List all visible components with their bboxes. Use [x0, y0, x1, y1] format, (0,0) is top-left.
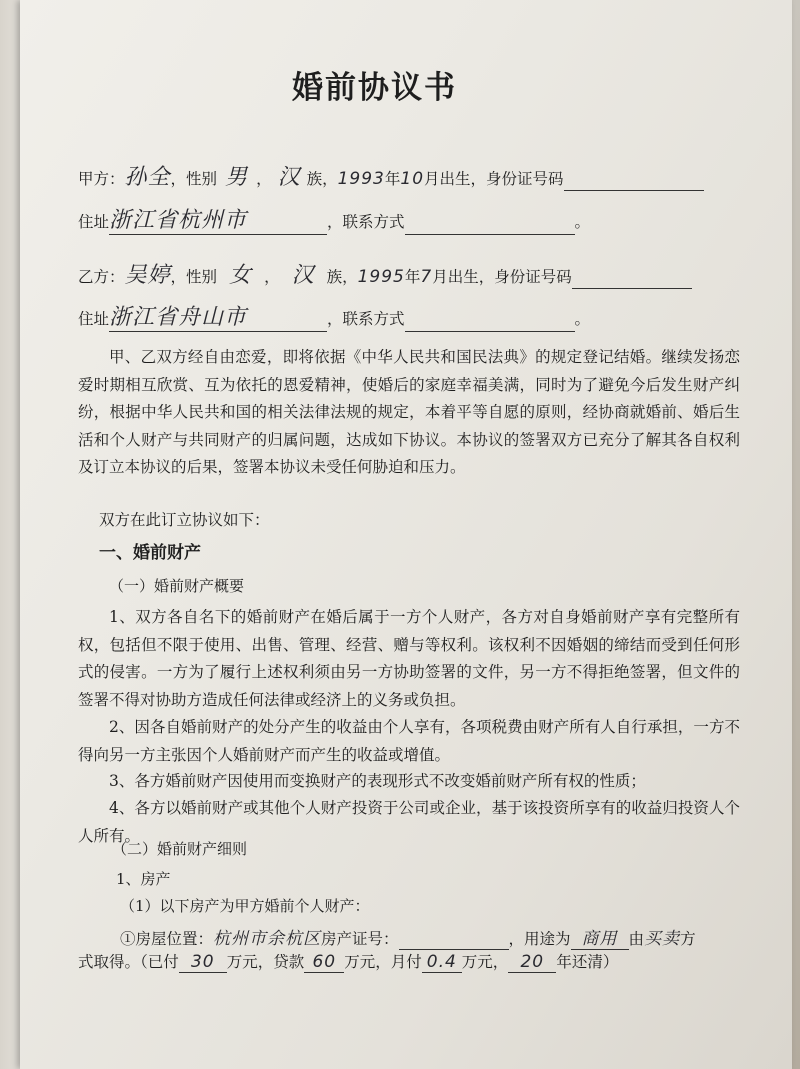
house-by-end: 方 [680, 930, 696, 948]
party-a-ethnic-suffix: 族， [306, 170, 338, 188]
clause-1: 1、双方各自名下的婚前财产在婚后属于一方个人财产，各方对自身婚前财产享有完整所有权，包括但不限于使用、出售、管理、经营、赠与等权利。该权利不因婚姻的缔结而受到任何形式的侵害。一方为了履行上述权利须由另一方协助签署的文件，另一方不得拒绝签署，但文件的签署不得对协助方造成任何法律或经济上的义务或负担。 [78, 608, 740, 709]
party-a-contact-label: ，联系方式 [327, 213, 405, 231]
party-b-address-line [78, 300, 590, 332]
house-location-label: ①房屋位置： [120, 930, 214, 948]
house-by-label: 由 [628, 930, 645, 948]
party-a-end: 。 [574, 213, 591, 231]
loan-amount: 60 [304, 952, 344, 973]
loan-unit: 万元，月付 [344, 953, 422, 971]
house-cert-blank [399, 933, 509, 950]
party-a-label: 甲方： [78, 170, 125, 188]
agreement-lead: 双方在此订立协议如下： [99, 511, 270, 529]
party-b-line: 乙方：吴婷，性别 女 ， 汉 族，1995年7月出生，身份证号码 [78, 258, 692, 289]
party-b-ethnic-suffix: 族， [326, 268, 358, 286]
paid-unit: 万元，贷款 [226, 953, 305, 971]
party-a-birth-suffix: 月出生，身份证号码 [424, 170, 564, 188]
repay-years-end: 年还清） [556, 953, 619, 971]
party-b-address: 浙江省舟山市 [109, 300, 327, 332]
house-heading: 1、房产 [116, 870, 171, 888]
party-b-label: 乙方： [78, 268, 125, 286]
year-suffix: 年 [404, 268, 421, 286]
party-a-ethnic: 汉 [277, 165, 301, 190]
party-a-address-line [78, 203, 590, 235]
party-b-id-blank [572, 272, 692, 289]
party-b-contact-label: ，联系方式 [327, 310, 405, 328]
party-a-id-blank [564, 174, 704, 191]
repay-years: 20 [508, 952, 556, 973]
monthly-unit: 万元， [461, 953, 509, 971]
party-a-name: 孙全 [124, 165, 171, 190]
party-a-contact-blank [405, 218, 575, 235]
house-location: 杭州市余杭区 [213, 929, 322, 949]
party-b-birth-suffix: 月出生，身份证号码 [432, 268, 572, 286]
party-a-address: 浙江省杭州市 [109, 203, 327, 235]
house-use: 商用 [571, 924, 629, 950]
section-heading-1: 一、婚前财产 [99, 543, 201, 563]
monthly-amount: 0.4 [422, 952, 462, 973]
party-b-gender-label: ，性别 [170, 268, 218, 286]
acquisition-label: 式取得。（已付 [78, 953, 179, 971]
document-title: 婚前协议书 [292, 70, 457, 106]
subsection-heading-2: （二）婚前财产细则 [112, 840, 248, 858]
paid-amount: 30 [179, 952, 227, 973]
party-a-gender: 男 [225, 165, 249, 190]
party-b-birth-year: 1995 [357, 267, 405, 287]
clause-2: 2、因各自婚前财产的处分产生的收益由个人享有，各项税费由财产所有人自行承担，一方不得向另一方主张因个人婚前财产而产生的收益或增值。 [78, 718, 740, 764]
party-a-birth-year: 1993 [337, 169, 385, 189]
house-use-label: ，用途为 [508, 930, 571, 948]
party-b-name: 吴婷 [124, 263, 171, 288]
party-b-birth-month: 7 [420, 267, 433, 287]
subsection-heading-1: （一）婚前财产概要 [109, 577, 245, 595]
house-acquisition: 买卖 [644, 929, 681, 949]
intro-paragraph: 甲、乙双方经自由恋爱，即将依据《中华人民共和国民法典》的规定登记结婚。继续发扬恋爱时期相互欣赏、互为依托的恩爱精神，使婚后的家庭幸福美满，同时为了避免今后发生财产纠纷，根据中华人民共和国的相关法律法规的规定，本着平等自愿的原则，经协商就婚前、婚后生活和个人财产与共同财产的归属问题，达成如下协议。本协议的签署双方已充分了解其各自权利及订立本协议的后果，签署本协议未受任何胁迫和压力。 [78, 348, 740, 476]
document-page [20, 0, 792, 1069]
party-a-birth-month: 10 [400, 169, 425, 189]
party-a-gender-label: ，性别 [170, 170, 218, 188]
party-b-address-label: 住址 [78, 310, 110, 328]
house-location-line [120, 924, 696, 950]
party-b-end: 。 [574, 310, 591, 328]
party-b-contact-blank [405, 315, 575, 332]
party-b-ethnic: 汉 [291, 263, 315, 288]
party-a-line: 甲方：孙全，性别 男 ， 汉 族，1993年10月出生，身份证号码 [78, 160, 704, 191]
party-b-gender: 女 [229, 263, 253, 288]
party-a-address-label: 住址 [78, 213, 110, 231]
house-payment-line [78, 950, 618, 973]
year-suffix: 年 [384, 170, 401, 188]
clause-3: 3、各方婚前财产因使用而变换财产的表现形式不改变婚前财产所有权的性质； [109, 772, 646, 790]
house-item-1: （1）以下房产为甲方婚前个人财产： [120, 897, 370, 915]
house-cert-label: 房产证号： [321, 930, 399, 948]
clause-4: 4、各方以婚前财产或其他个人财产投资于公司或企业，基于该投资所享有的收益归投资人个人所有。 [78, 799, 740, 845]
